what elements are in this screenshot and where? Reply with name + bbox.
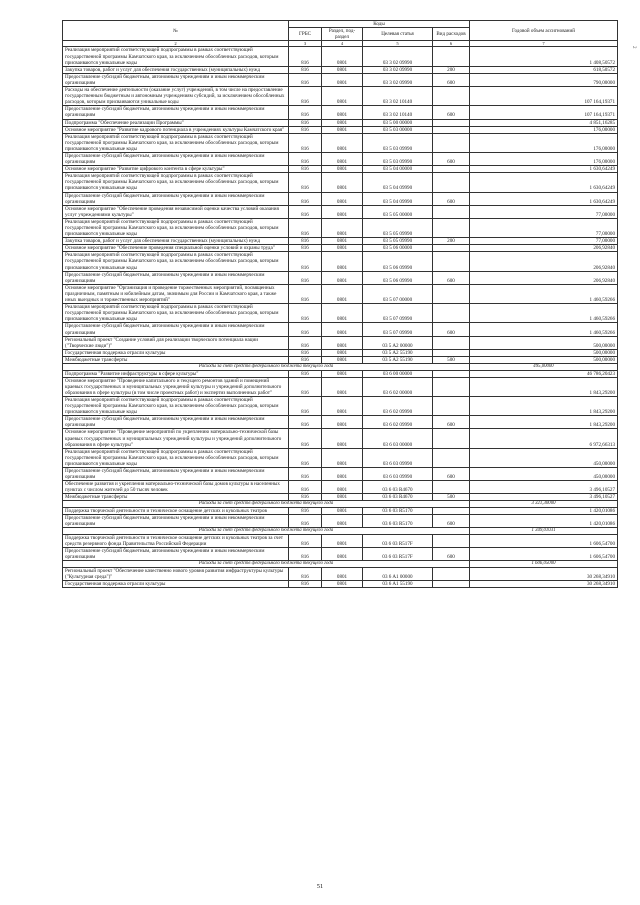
row-grbs: 816 xyxy=(289,567,322,580)
row-description: Предоставление субсидий бюджетным, автономным учреждениям и иным некоммерческим организациям xyxy=(63,323,289,336)
row-description: Реализация мероприятий соответствующей подпрограммы в рамках соответствующей государственной программы Камчатского края, за исключением обособленных расходов, которым присваиваются уникальные коды xyxy=(63,396,289,415)
row-expense-type: 200 xyxy=(433,238,470,245)
row-description: Закупка товаров, работ и услуг для обеспечения государственных (муниципальных) нужд xyxy=(63,66,289,73)
table-row xyxy=(63,284,618,303)
row-amount: 1 630,64249 xyxy=(470,192,618,205)
row-grbs: 816 xyxy=(289,336,322,349)
row-amount: 1 843,29200 xyxy=(470,377,618,396)
row-target-article: 03 6 03 R4670 xyxy=(363,481,433,494)
table-row xyxy=(63,416,618,429)
row-description: Межбюджетные трансферты xyxy=(63,356,289,363)
row-target-article: 03 5 06 00000 xyxy=(363,245,433,252)
row-expense-type: 600 xyxy=(433,323,470,336)
row-expense-type xyxy=(433,370,470,377)
row-grbs: 816 xyxy=(289,429,322,448)
row-expense-type xyxy=(433,567,470,580)
row-section: 0801 xyxy=(322,467,363,480)
row-grbs: 816 xyxy=(289,581,322,588)
table-row xyxy=(63,494,618,501)
side-mark: 2 xyxy=(631,46,636,49)
table-row xyxy=(63,448,618,467)
table-row xyxy=(63,567,618,580)
row-grbs: 816 xyxy=(289,515,322,528)
row-target-article: 03 5 05 09990 xyxy=(363,238,433,245)
row-grbs: 816 xyxy=(289,119,322,126)
row-amount: 206,92840 xyxy=(470,245,618,252)
row-description: Расходы на обеспечение деятельности (оказание услуг) учреждений, в том числе на предоставление государственным бюджетным и автономным учреждениям субсидий, за исключением обособленных расходов, которым присваиваются уникальные коды xyxy=(63,87,289,106)
row-amount: 1 606,54700 xyxy=(470,548,618,561)
row-grbs: 816 xyxy=(289,87,322,106)
row-expense-type xyxy=(433,87,470,106)
row-section: 0801 xyxy=(322,47,363,66)
row-description: Основное мероприятие "Обеспечение проведения специальной оценки условий и охраны труда" xyxy=(63,245,289,252)
row-target-article: 03 3 02 09990 xyxy=(363,47,433,66)
row-description: Основное мероприятие "Развитие цифрового контента в сфере культуры" xyxy=(63,166,289,173)
row-expense-type xyxy=(433,119,470,126)
page-number: 51 xyxy=(316,883,324,890)
row-section: 0801 xyxy=(322,87,363,106)
row-section: 0801 xyxy=(322,252,363,271)
row-target-article: 03 5 05 00000 xyxy=(363,205,433,218)
table-row xyxy=(63,152,618,165)
row-expense-type xyxy=(433,448,470,467)
table-row xyxy=(63,581,618,588)
row-target-article: 03 5 03 09990 xyxy=(363,133,433,152)
row-target-article: 03 5 06 09990 xyxy=(363,271,433,284)
row-grbs: 816 xyxy=(289,494,322,501)
table-row xyxy=(63,87,618,106)
row-section: 0801 xyxy=(322,349,363,356)
row-grbs: 816 xyxy=(289,396,322,415)
row-target-article: 03 6 03 09990 xyxy=(363,448,433,467)
row-target-article: 03 5 03 09990 xyxy=(363,152,433,165)
row-grbs: 816 xyxy=(289,448,322,467)
row-target-article: 03 6 00 00000 xyxy=(363,370,433,377)
header-no: № xyxy=(63,21,289,41)
row-grbs: 816 xyxy=(289,377,322,396)
row-expense-type: 600 xyxy=(433,271,470,284)
row-target-article: 03 3 02 09990 xyxy=(363,73,433,86)
row-target-article: 03 6 03 09990 xyxy=(363,467,433,480)
row-description: Предоставление субсидий бюджетным, автономным учреждениям и иным некоммерческим организациям xyxy=(63,416,289,429)
row-section: 0801 xyxy=(322,534,363,547)
row-grbs: 816 xyxy=(289,173,322,192)
table-row xyxy=(63,205,618,218)
row-target-article: 03 6 03 R517F xyxy=(363,548,433,561)
row-description: Реализация мероприятий соответствующей подпрограммы в рамках соответствующей государственной программы Камчатского края, за исключением обособленных расходов, которым присваиваются уникальные коды xyxy=(63,448,289,467)
row-section: 0801 xyxy=(322,370,363,377)
row-description: Поддержка творческой деятельности и техническое оснащение детских и кукольных театров xyxy=(63,508,289,515)
row-amount: 1 843,29200 xyxy=(470,396,618,415)
row-expense-type xyxy=(433,534,470,547)
row-grbs: 816 xyxy=(289,508,322,515)
note-text: Расходы за счет средств федерального бюджета текущего года xyxy=(63,561,470,568)
row-description: Основное мероприятие "Организация и проведение торжественных мероприятий, посвященных праздничным, памятным и юбилейным датам, значимым для России и Камчатского края, а также иных выездных и торжественных мероприятий" xyxy=(63,284,289,303)
row-target-article: 03 5 A2 00000 xyxy=(363,336,433,349)
table-row xyxy=(63,238,618,245)
row-target-article: 03 5 05 09990 xyxy=(363,218,433,237)
row-amount: 107 164,19371 xyxy=(470,87,618,106)
row-description: Основное мероприятие "Развитие кадрового потенциала в учреждениях культуры Камчатского края" xyxy=(63,126,289,133)
row-grbs: 816 xyxy=(289,481,322,494)
row-section: 0801 xyxy=(322,205,363,218)
table-row xyxy=(63,336,618,349)
row-section: 0801 xyxy=(322,119,363,126)
row-section: 0801 xyxy=(322,416,363,429)
row-amount: 500,00000 xyxy=(470,336,618,349)
row-description: Основное мероприятие "Проведение капитального и текущего ремонтов зданий и помещений краевых государственных и муниципальных учреждений культуры и учреждений дополнительного образования в сфере культуры (в том числе проектных работ) и экспертиз выполненных работ" xyxy=(63,377,289,396)
row-section: 0801 xyxy=(322,133,363,152)
row-section: 0801 xyxy=(322,356,363,363)
column-index-row: 2 3 4 5 6 7 xyxy=(63,41,618,47)
row-amount: 4 851,16285 xyxy=(470,119,618,126)
row-target-article: 03 5 07 00000 xyxy=(363,284,433,303)
row-section: 0801 xyxy=(322,106,363,119)
row-target-article: 03 3 02 10140 xyxy=(363,106,433,119)
row-amount: 450,00000 xyxy=(470,467,618,480)
row-description: Предоставление субсидий бюджетным, автономным учреждениям и иным некоммерческим организациям xyxy=(63,192,289,205)
table-row xyxy=(63,349,618,356)
row-amount: 176,00000 xyxy=(470,133,618,152)
row-amount: 790,00000 xyxy=(470,73,618,86)
row-description: Предоставление субсидий бюджетным, автономным учреждениям и иным некоммерческим организациям xyxy=(63,106,289,119)
table-row xyxy=(63,377,618,396)
row-expense-type xyxy=(433,336,470,349)
row-expense-type: 600 xyxy=(433,416,470,429)
row-expense-type: 600 xyxy=(433,548,470,561)
row-section: 0801 xyxy=(322,218,363,237)
table-row xyxy=(63,166,618,173)
row-description: Поддержка творческой деятельности и техническое оснащение детских и кукольных театров за счет средств резервного фонда Правительства Российской Федерации xyxy=(63,534,289,547)
row-section: 0801 xyxy=(322,336,363,349)
row-grbs: 816 xyxy=(289,106,322,119)
row-amount: 77,00000 xyxy=(470,218,618,237)
row-target-article: 03 3 02 09990 xyxy=(363,66,433,73)
table-row xyxy=(63,508,618,515)
row-section: 0801 xyxy=(322,271,363,284)
row-grbs: 816 xyxy=(289,166,322,173)
budget-table-sheet xyxy=(62,20,617,588)
row-amount: 500,00000 xyxy=(470,356,618,363)
row-amount: 1 420,01086 xyxy=(470,515,618,528)
row-expense-type xyxy=(433,252,470,271)
row-description: Обеспечение развития и укрепления материально-технической базы домов культуры в населенных пунктах с числом жителей до 50 тысяч человек xyxy=(63,481,289,494)
row-expense-type: 600 xyxy=(433,467,470,480)
row-description: Предоставление субсидий бюджетным, автономным учреждениям и иным некоммерческим организациям xyxy=(63,271,289,284)
row-expense-type xyxy=(433,377,470,396)
row-description: Предоставление субсидий бюджетным, автономным учреждениям и иным некоммерческим организациям xyxy=(63,73,289,86)
row-target-article: 03 6 03 R4670 xyxy=(363,494,433,501)
note-text: Расходы за счет средств федерального бюджета текущего года xyxy=(63,501,470,508)
note-sum: 3 321,30000 xyxy=(470,501,618,508)
row-section: 0801 xyxy=(322,377,363,396)
table-row xyxy=(63,548,618,561)
table-row xyxy=(63,47,618,66)
row-description: Основное мероприятие "Обеспечение проведения независимой оценки качества условий оказания услуг учреждениями культуры" xyxy=(63,205,289,218)
table-row xyxy=(63,534,618,547)
row-amount: 618,50572 xyxy=(470,66,618,73)
row-description: Предоставление субсидий бюджетным, автономным учреждениям и иным некоммерческим организациям xyxy=(63,515,289,528)
row-expense-type xyxy=(433,429,470,448)
row-expense-type xyxy=(433,349,470,356)
row-description: Реализация мероприятий соответствующей подпрограммы в рамках соответствующей государственной программы Камчатского края, за исключением обособленных расходов, которым присваиваются уникальные коды xyxy=(63,173,289,192)
federal-note-row xyxy=(63,363,618,370)
header-grbs: ГРБС xyxy=(289,28,322,41)
row-expense-type: 600 xyxy=(433,106,470,119)
row-amount: 77,00000 xyxy=(470,238,618,245)
header-total: Годовой объем ассигнований xyxy=(470,21,618,41)
row-description: Реализация мероприятий соответствующей подпрограммы в рамках соответствующей государственной программы Камчатского края, за исключением обособленных расходов, которым присваиваются уникальные коды xyxy=(63,218,289,237)
row-description: Подпрограмма "Обеспечение реализации Программы" xyxy=(63,119,289,126)
row-grbs: 816 xyxy=(289,73,322,86)
row-grbs: 816 xyxy=(289,66,322,73)
row-target-article: 03 6 02 09990 xyxy=(363,416,433,429)
row-target-article: 03 6 A1 55190 xyxy=(363,581,433,588)
row-section: 0801 xyxy=(322,429,363,448)
table-row xyxy=(63,106,618,119)
row-description: Реализация мероприятий соответствующей подпрограммы в рамках соответствующей государственной программы Камчатского края, за исключением обособленных расходов, которым присваиваются уникальные коды xyxy=(63,304,289,323)
row-expense-type xyxy=(433,205,470,218)
row-amount: 206,92840 xyxy=(470,271,618,284)
row-amount: 1 460,59266 xyxy=(470,304,618,323)
row-section: 0801 xyxy=(322,515,363,528)
header-section: Раздел, под-раздел xyxy=(322,28,363,41)
row-section: 0801 xyxy=(322,448,363,467)
row-grbs: 816 xyxy=(289,284,322,303)
row-description: Государственная поддержка отрасли культуры xyxy=(63,581,289,588)
row-grbs: 816 xyxy=(289,271,322,284)
row-expense-type xyxy=(433,133,470,152)
row-grbs: 816 xyxy=(289,323,322,336)
table-row xyxy=(63,271,618,284)
table-row xyxy=(63,515,618,528)
row-amount: 1 630,64249 xyxy=(470,173,618,192)
row-amount: 176,00000 xyxy=(470,126,618,133)
table-row xyxy=(63,73,618,86)
row-expense-type: 200 xyxy=(433,66,470,73)
table-body xyxy=(63,47,618,588)
table-row xyxy=(63,218,618,237)
table-row xyxy=(63,252,618,271)
row-expense-type xyxy=(433,218,470,237)
table-row xyxy=(63,192,618,205)
row-section: 0801 xyxy=(322,304,363,323)
row-amount: 30 268,34910 xyxy=(470,567,618,580)
row-grbs: 816 xyxy=(289,205,322,218)
row-expense-type xyxy=(433,304,470,323)
row-amount: 1 460,59266 xyxy=(470,284,618,303)
row-amount: 6 972,66313 xyxy=(470,429,618,448)
row-amount: 176,00000 xyxy=(470,152,618,165)
row-section: 0801 xyxy=(322,494,363,501)
row-grbs: 816 xyxy=(289,548,322,561)
row-expense-type: 600 xyxy=(433,515,470,528)
row-description: Предоставление субсидий бюджетным, автономным учреждениям и иным некоммерческим организациям xyxy=(63,152,289,165)
row-grbs: 816 xyxy=(289,416,322,429)
table-row xyxy=(63,356,618,363)
row-target-article: 03 5 07 09990 xyxy=(363,304,433,323)
row-amount: 1 420,01086 xyxy=(470,508,618,515)
row-description: Предоставление субсидий бюджетным, автономным учреждениям и иным некоммерческим организациям xyxy=(63,467,289,480)
row-description: Основное мероприятие "Проведение мероприятий по укреплению материально-технической базы краевых государственных и муниципальных учреждений культуры и учреждений дополнительного образования в сфере культуры" xyxy=(63,429,289,448)
row-description: Закупка товаров, работ и услуг для обеспечения государственных (муниципальных) нужд xyxy=(63,238,289,245)
row-expense-type xyxy=(433,284,470,303)
table-row xyxy=(63,429,618,448)
row-grbs: 816 xyxy=(289,152,322,165)
row-target-article: 03 6 03 R5170 xyxy=(363,515,433,528)
row-grbs: 816 xyxy=(289,534,322,547)
row-description: Государственная поддержка отрасли культуры xyxy=(63,349,289,356)
row-expense-type: 500 xyxy=(433,494,470,501)
table-row xyxy=(63,323,618,336)
row-target-article: 03 5 A2 55190 xyxy=(363,349,433,356)
note-sum: 495,00000 xyxy=(470,363,618,370)
row-description: Реализация мероприятий соответствующей подпрограммы в рамках соответствующей государственной программы Камчатского края, за исключением обособленных расходов, которым присваиваются уникальные коды xyxy=(63,252,289,271)
row-target-article: 03 6 03 R5170 xyxy=(363,508,433,515)
row-grbs: 816 xyxy=(289,245,322,252)
row-amount: 77,00000 xyxy=(470,205,618,218)
row-amount: 450,00000 xyxy=(470,448,618,467)
row-section: 0801 xyxy=(322,481,363,494)
row-section: 0801 xyxy=(322,173,363,192)
row-target-article: 03 5 00 00000 xyxy=(363,119,433,126)
row-expense-type xyxy=(433,581,470,588)
note-text: Расходы за счет средств федерального бюджета текущего года xyxy=(63,363,470,370)
row-section: 0801 xyxy=(322,508,363,515)
row-description: Региональный проект "Обеспечение качественно нового уровня развития инфраструктуры культуры ("Культурная среда")" xyxy=(63,567,289,580)
header-target: Целевая статья xyxy=(363,28,433,41)
note-sum: 1 349,01031 xyxy=(470,528,618,535)
row-description: Реализация мероприятий соответствующей подпрограммы в рамках соответствующей государственной программы Камчатского края, за исключением обособленных расходов, которым присваиваются уникальные коды xyxy=(63,133,289,152)
row-section: 0801 xyxy=(322,284,363,303)
row-grbs: 816 xyxy=(289,467,322,480)
table-row xyxy=(63,66,618,73)
row-section: 0801 xyxy=(322,126,363,133)
table-row xyxy=(63,396,618,415)
table-row xyxy=(63,467,618,480)
row-expense-type xyxy=(433,166,470,173)
row-expense-type: 600 xyxy=(433,152,470,165)
federal-note-row xyxy=(63,501,618,508)
row-section: 0801 xyxy=(322,548,363,561)
row-target-article: 03 5 04 09990 xyxy=(363,192,433,205)
row-section: 0801 xyxy=(322,245,363,252)
table-row xyxy=(63,119,618,126)
row-amount: 1 630,64249 xyxy=(470,166,618,173)
row-expense-type xyxy=(433,245,470,252)
row-amount: 1 843,29200 xyxy=(470,416,618,429)
row-amount: 107 164,19371 xyxy=(470,106,618,119)
row-amount: 500,00000 xyxy=(470,349,618,356)
row-description: Межбюджетные трансферты xyxy=(63,494,289,501)
row-section: 0801 xyxy=(322,567,363,580)
row-target-article: 03 5 03 00000 xyxy=(363,126,433,133)
row-expense-type xyxy=(433,396,470,415)
row-target-article: 03 6 03 00000 xyxy=(363,429,433,448)
row-section: 0801 xyxy=(322,396,363,415)
note-sum: 1 606,05000 xyxy=(470,561,618,568)
row-target-article: 03 5 06 09990 xyxy=(363,252,433,271)
row-amount: 1 606,54700 xyxy=(470,534,618,547)
row-target-article: 03 5 04 00000 xyxy=(363,166,433,173)
row-target-article: 03 6 02 09990 xyxy=(363,396,433,415)
row-grbs: 816 xyxy=(289,370,322,377)
row-target-article: 03 3 02 10140 xyxy=(363,87,433,106)
table-row xyxy=(63,126,618,133)
row-amount: 3 496,10527 xyxy=(470,481,618,494)
row-grbs: 816 xyxy=(289,133,322,152)
row-amount: 46 786,20423 xyxy=(470,370,618,377)
row-grbs: 816 xyxy=(289,238,322,245)
row-expense-type xyxy=(433,508,470,515)
row-section: 0801 xyxy=(322,323,363,336)
row-grbs: 816 xyxy=(289,304,322,323)
header-exptype: Вид расходов xyxy=(433,28,470,41)
table-row xyxy=(63,481,618,494)
row-grbs: 816 xyxy=(289,349,322,356)
row-expense-type: 500 xyxy=(433,356,470,363)
row-section: 0801 xyxy=(322,192,363,205)
federal-note-row xyxy=(63,528,618,535)
row-amount: 1 408,50572 xyxy=(470,47,618,66)
table-row xyxy=(63,133,618,152)
row-target-article: 03 6 03 R517F xyxy=(363,534,433,547)
row-description: Предоставление субсидий бюджетным, автономным учреждениям и иным некоммерческим организациям xyxy=(63,548,289,561)
row-target-article: 03 6 02 00000 xyxy=(363,377,433,396)
row-expense-type xyxy=(433,481,470,494)
row-grbs: 816 xyxy=(289,192,322,205)
row-target-article: 03 5 07 09990 xyxy=(363,323,433,336)
row-description: Региональный проект "Создание условий для реализации творческого потенциала нации ("Творческие люди")" xyxy=(63,336,289,349)
note-text: Расходы за счет средств федерального бюджета текущего года xyxy=(63,528,470,535)
row-expense-type xyxy=(433,126,470,133)
row-section: 0801 xyxy=(322,581,363,588)
row-target-article: 03 6 A1 00000 xyxy=(363,567,433,580)
row-grbs: 816 xyxy=(289,356,322,363)
row-grbs: 816 xyxy=(289,47,322,66)
row-target-article: 03 5 A2 55190 xyxy=(363,356,433,363)
table-row xyxy=(63,173,618,192)
row-amount: 30 268,34910 xyxy=(470,581,618,588)
row-grbs: 816 xyxy=(289,126,322,133)
federal-note-row xyxy=(63,561,618,568)
row-section: 0801 xyxy=(322,152,363,165)
row-description: Подпрограмма "Развитие инфраструктуры в сфере культуры" xyxy=(63,370,289,377)
row-section: 0801 xyxy=(322,238,363,245)
table-row xyxy=(63,304,618,323)
row-expense-type: 600 xyxy=(433,192,470,205)
row-amount: 3 496,10527 xyxy=(470,494,618,501)
budget-table xyxy=(62,20,618,588)
table-row xyxy=(63,245,618,252)
row-grbs: 816 xyxy=(289,218,322,237)
table-row xyxy=(63,370,618,377)
row-section: 0801 xyxy=(322,66,363,73)
row-amount: 206,92840 xyxy=(470,252,618,271)
row-expense-type: 600 xyxy=(433,73,470,86)
row-expense-type xyxy=(433,173,470,192)
row-section: 0801 xyxy=(322,73,363,86)
row-amount: 1 460,59266 xyxy=(470,323,618,336)
header-codes: Коды xyxy=(289,21,470,28)
row-expense-type xyxy=(433,47,470,66)
row-section: 0801 xyxy=(322,166,363,173)
row-description: Реализация мероприятий соответствующей подпрограммы в рамках соответствующей государственной программы Камчатского края, за исключением обособленных расходов, которым присваиваются уникальные коды xyxy=(63,47,289,66)
row-grbs: 816 xyxy=(289,252,322,271)
row-target-article: 03 5 04 09990 xyxy=(363,173,433,192)
